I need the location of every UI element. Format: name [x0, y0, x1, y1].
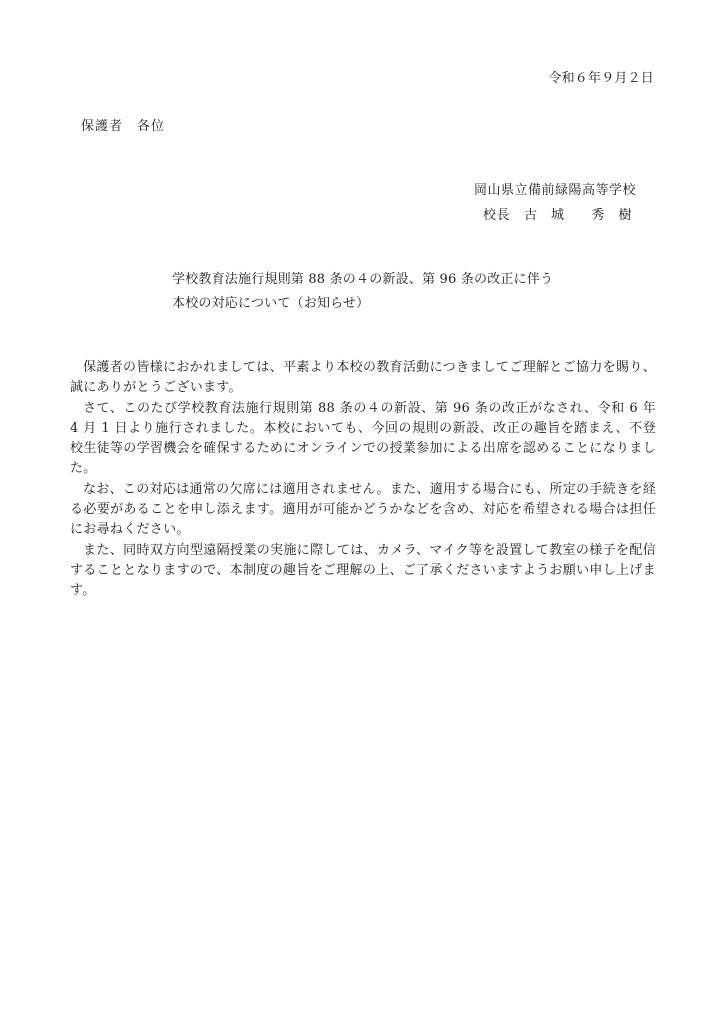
- subject-line-2: 本校の対応について（お知らせ）: [172, 296, 370, 311]
- recipient: 保護者 各位: [81, 119, 166, 134]
- body-paragraph: さて、このたび学校教育法施行規則第 88 条の４の新設、第 96 条の改正がなされ、令和 6 年 4 月 1 日より施行されました。本校においても、今回の規則の新設、改正の趣旨を踏まえ、不登校生徒等の学習機会を確保するためにオンラインでの授業参加による出席を認めることになりました。: [70, 400, 656, 477]
- principal-title: 校長: [483, 208, 511, 223]
- body-paragraph: 保護者の皆様におかれましては、平素より本校の教育活動につきましてご理解とご協力を賜り、誠にありがとうございます。: [70, 360, 656, 396]
- body-paragraph: また、同時双方向型遠隔授業の実施に際しては、カメラ、マイク等を設置して教室の様子を配信することとなりますので、本制度の趣旨をご理解の上、ご了承くださいますようお願い申し上げます。: [70, 542, 656, 599]
- subject-line-1: 学校教育法施行規則第 88 条の４の新設、第 96 条の改正に伴う: [172, 272, 554, 287]
- school-name: 岡山県立備前緑陽高等学校: [474, 183, 637, 198]
- principal-signature: [483, 208, 632, 224]
- principal-name: 古 城 秀 樹: [524, 208, 633, 223]
- letter-body: [70, 358, 656, 602]
- letter-date: 令和６年９月２日: [548, 71, 654, 86]
- body-paragraph: なお、この対応は通常の欠席には適用されません。また、適用する場合にも、所定の手続きを経る必要があることを申し添えます。適用が可能かどうかなどを含め、対応を希望される場合は担任にお尋ねください。: [70, 481, 656, 538]
